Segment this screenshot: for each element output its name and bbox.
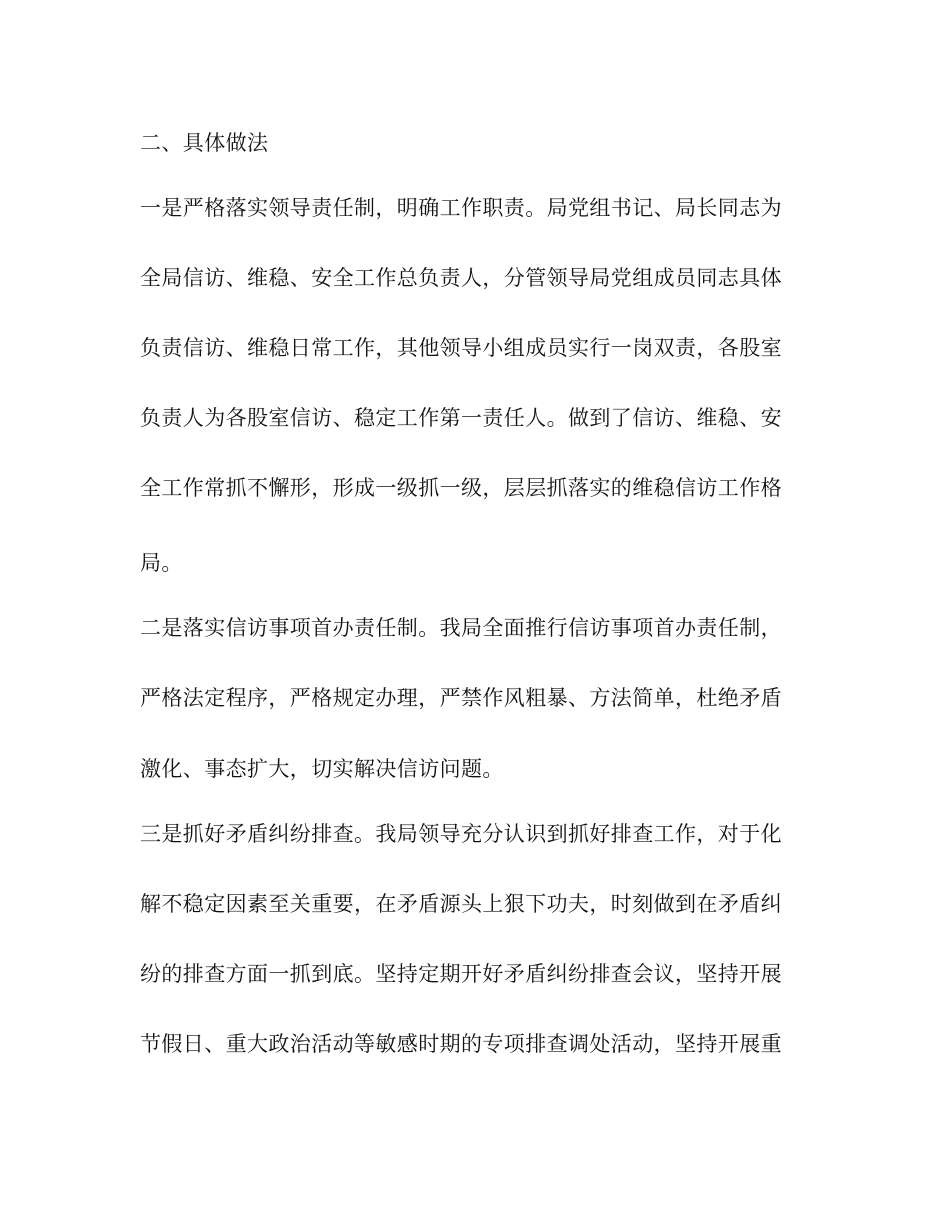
paragraph-2-line-1: 二是落实信访事项首办责任制。我局全面推行信访事项首办责任制，	[140, 616, 782, 640]
section-heading: 二、具体做法	[140, 131, 269, 155]
paragraph-3-line-4: 节假日、重大政治活动等敏感时期的专项排查调处活动，坚持开展重	[140, 1032, 782, 1056]
paragraph-1-line-6: 局。	[140, 551, 183, 575]
paragraph-2-line-2: 严格法定程序，严格规定办理，严禁作风粗暴、方法简单，杜绝矛盾	[140, 686, 782, 710]
paragraph-3-line-2: 解不稳定因素至关重要，在矛盾源头上狠下功夫，时刻做到在矛盾纠	[140, 892, 782, 916]
paragraph-2-line-3: 激化、事态扩大，切实解决信访问题。	[140, 757, 504, 781]
paragraph-1-line-2: 全局信访、维稳、安全工作总负责人，分管领导局党组成员同志具体	[140, 266, 782, 290]
paragraph-1-line-5: 全工作常抓不懈形，形成一级抓一级，层层抓落实的维稳信访工作格	[140, 476, 782, 500]
paragraph-1-line-3: 负责信访、维稳日常工作，其他领导小组成员实行一岗双责，各股室	[140, 336, 782, 360]
paragraph-1-line-1: 一是严格落实领导责任制，明确工作职责。局党组书记、局长同志为	[140, 196, 782, 220]
paragraph-3-line-1: 三是抓好矛盾纠纷排查。我局领导充分认识到抓好排查工作，对于化	[140, 822, 782, 846]
paragraph-3-line-3: 纷的排查方面一抓到底。坚持定期开好矛盾纠纷排查会议，坚持开展	[140, 962, 782, 986]
paragraph-1-line-4: 负责人为各股室信访、稳定工作第一责任人。做到了信访、维稳、安	[140, 406, 782, 430]
